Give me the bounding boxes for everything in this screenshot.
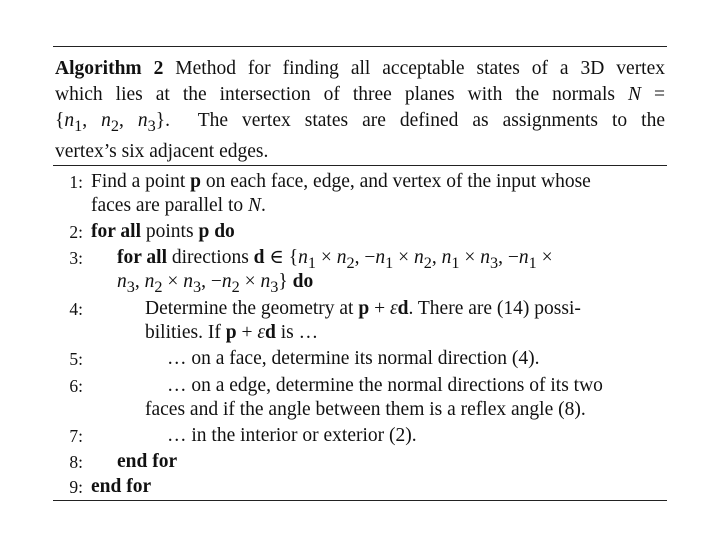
step-number: 5: bbox=[69, 349, 83, 369]
step-text: faces are parallel to N. bbox=[91, 195, 266, 216]
step-text: Determine the geometry at p + εd. There are (14) possi- bbox=[145, 298, 581, 319]
step-number: 7: bbox=[69, 426, 83, 446]
step-number: 2: bbox=[69, 222, 83, 242]
caption-line-3: {$n_1$, $n_2$, $n_3$}. The vertex states are defined as assignments to the bbox=[55, 110, 665, 135]
step-text: … in the interior or exterior (2). bbox=[167, 425, 417, 446]
algorithm-label: Algorithm 2 bbox=[55, 58, 164, 79]
middle-rule bbox=[53, 165, 667, 166]
step-number: 1: bbox=[69, 172, 83, 192]
step-text: Find a point p on each face, edge, and vertex of the input whose bbox=[91, 171, 591, 192]
algorithm-caption bbox=[55, 56, 665, 165]
step-number: 3: bbox=[69, 248, 83, 268]
caption-line-2: which lies at the intersection of three planes with the normals N = bbox=[55, 84, 666, 105]
step-text: end for bbox=[91, 476, 152, 497]
bottom-rule bbox=[53, 500, 667, 501]
step-text: … on a face, determine its normal direction (4). bbox=[167, 348, 540, 369]
step-number: 6: bbox=[69, 376, 83, 396]
step-text: faces and if the angle between them is a reflex angle (8). bbox=[145, 399, 586, 420]
caption-line-1: Algorithm 2 Method for finding all acceptable states of a 3D vertex bbox=[55, 58, 666, 79]
step-text: bilities. If p + εd is … bbox=[145, 322, 319, 343]
caption-line-4: vertex’s six adjacent edges. bbox=[55, 140, 269, 162]
step-number: 9: bbox=[69, 477, 83, 497]
step-text: for all points p do bbox=[91, 221, 235, 242]
step-text: … on a edge, determine the normal directions of its two bbox=[167, 375, 603, 396]
top-rule bbox=[53, 46, 667, 47]
step-text: $n_3$, $n_2 \times n_3$, $-n_2 \times n_3$} do bbox=[117, 271, 314, 296]
step-number: 4: bbox=[69, 299, 83, 319]
step-text: end for bbox=[117, 451, 178, 472]
step-number: 8: bbox=[69, 452, 83, 472]
step-text: for all directions d ∈ {$n_1 \times n_2$, $-n_1 \times n_2$, $n_1 \times n_3$, $-n_1$ × bbox=[117, 247, 553, 272]
